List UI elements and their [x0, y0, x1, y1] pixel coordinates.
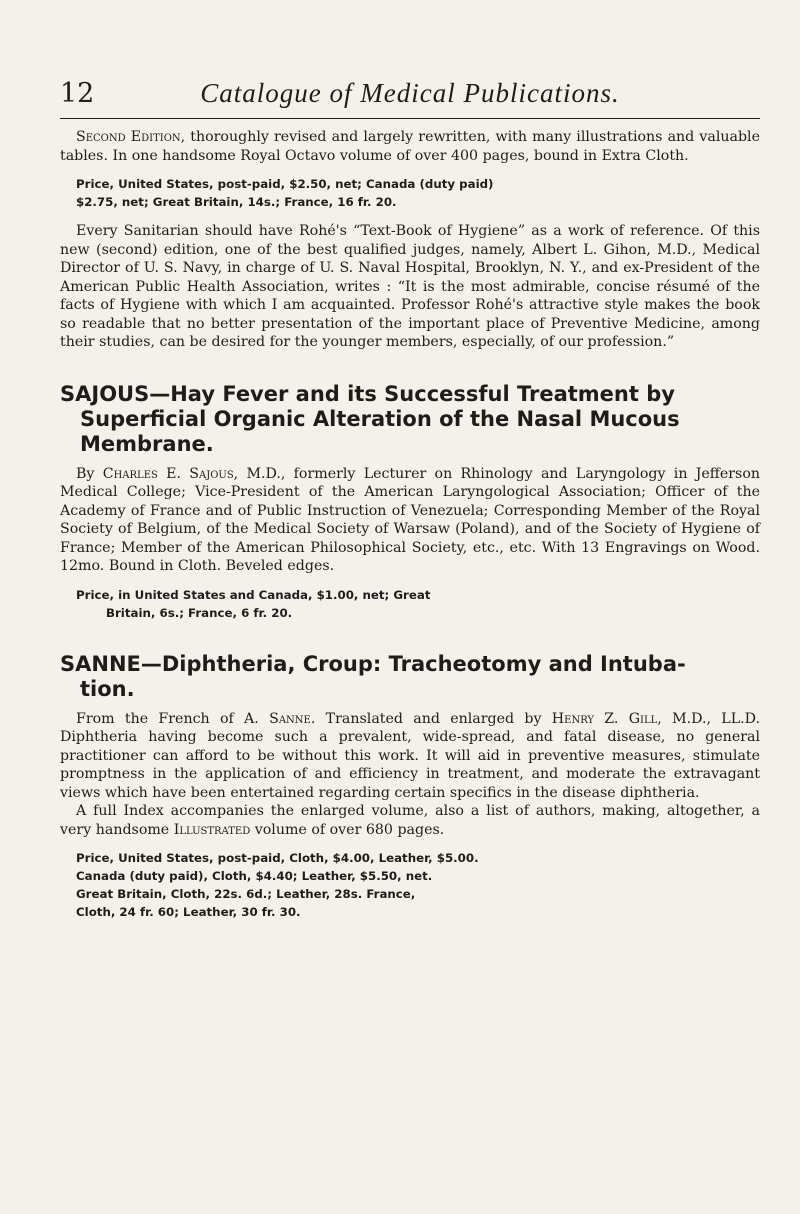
sanne-heading: [60, 652, 760, 702]
translated-text: Translated and enlarged by: [325, 710, 542, 727]
heading-line: tion.: [80, 676, 135, 701]
running-title: Catalogue of Medical Publications.: [200, 78, 620, 108]
page-header: [60, 78, 760, 118]
price-line: Great Britain, Cloth, 22s. 6d.; Leather, 28s. France,: [76, 887, 416, 901]
price-line: Canada (duty paid), Cloth, $4.40; Leather, $5.50, net.: [76, 869, 433, 883]
edition-paragraph: [60, 128, 760, 165]
sajous-entry: [60, 382, 760, 622]
price-line: Price, United States, post-paid, $2.50, net; Canada (duty paid): [76, 177, 494, 191]
description-text: M.D., formerly Lecturer on Rhinology and Laryngology in Jefferson Medical College; Vice-President of the American Laryngological Association; Officer of the Academy of France and of Public Instruction of Venezuela; Corresponding Member of the Royal Society of Belgium, of the Medical Society of Warsaw (Poland), and of the Society of Hygiene of France; Member of the American Philosophical Society, etc., etc. With 13 Engravings on Wood. 12mo. Bound in Cloth. Beveled edges.: [60, 465, 761, 574]
page-number: 12: [60, 78, 95, 109]
price-line: Cloth, 24 fr. 60; Leather, 30 fr. 30.: [76, 905, 301, 919]
edition-label: Second Edition,: [76, 129, 186, 145]
heading-line: SAJOUS—Hay Fever and its Successful Treatment by: [60, 381, 675, 406]
price-line: Price, United States, post-paid, Cloth, $4.00, Leather, $5.00.: [76, 851, 479, 865]
sanne-description: [60, 710, 760, 803]
sajous-description: [60, 465, 760, 576]
index-text: A full Index accompanies the enlarged volume, also a list of authors, making, altogether, a very handsome: [60, 803, 760, 838]
illustrated-label: Illustrated: [173, 821, 251, 838]
heading-line: SANNE—Diphtheria, Croup: Tracheotomy and Intuba-: [60, 651, 686, 676]
sanne-price: [60, 849, 760, 921]
index-tail: volume of over 680 pages.: [254, 821, 445, 838]
from-text: From the French of A.: [76, 710, 259, 727]
sanne-entry: [60, 652, 760, 922]
author-name: Sanne.: [269, 710, 316, 727]
author-name: Charles E. Sajous,: [102, 465, 239, 482]
heading-line: Membrane.: [80, 431, 214, 456]
price-line: Britain, 6s.; France, 6 fr. 20.: [106, 605, 293, 620]
price-line: Price, in United States and Canada, $1.00, net; Great: [76, 587, 431, 602]
description-text: M.D., LL.D. Diphtheria having become such a prevalent, wide-spread, and fatal disease, no general practitioner can afford to be without this work. It will aid in preventive measures, stimulate promptness in the application of and efficiency in treatment, and moderate the extravagant views which have been entertained regarding certain specifics in the disease diphtheria.: [60, 710, 761, 801]
by-label: By: [76, 465, 95, 482]
sajous-heading: [60, 382, 760, 457]
translator-name: Henry Z. Gill,: [551, 710, 662, 727]
header-rule: [60, 118, 760, 119]
hygiene-entry: [60, 128, 760, 352]
sajous-price: [60, 586, 760, 622]
hygiene-price: [60, 175, 760, 211]
edition-text: thoroughly revised and largely rewritten, with many illustrations and valuable tables. In one handsome Royal Octavo volume of over 400 pages, bound in Extra Cloth.: [60, 129, 760, 164]
sanne-index-paragraph: [60, 802, 760, 839]
page-body: [60, 128, 760, 921]
heading-line: Superficial Organic Alteration of the Nasal Mucous: [80, 406, 680, 431]
price-line: $2.75, net; Great Britain, 14s.; France, 16 fr. 20.: [76, 195, 397, 209]
review-paragraph: Every Sanitarian should have Rohé's “Text-Book of Hygiene” as a work of reference. Of this new (second) edition, one of the best qualified judges, namely, Albert L. Gihon, M.D., Medical Director of U. S. Navy, in charge of U. S. Naval Hospital, Brooklyn, N. Y., and ex-President of the American Public Health Association, writes : “It is the most admirable, concise résumé of the facts of Hygiene with which I am acquainted. Professor Rohé's attractive style makes the book so readable that no better presentation of the important place of Preventive Medicine, among their studies, can be desired for the younger members, especially, of our profession.”: [60, 223, 760, 350]
